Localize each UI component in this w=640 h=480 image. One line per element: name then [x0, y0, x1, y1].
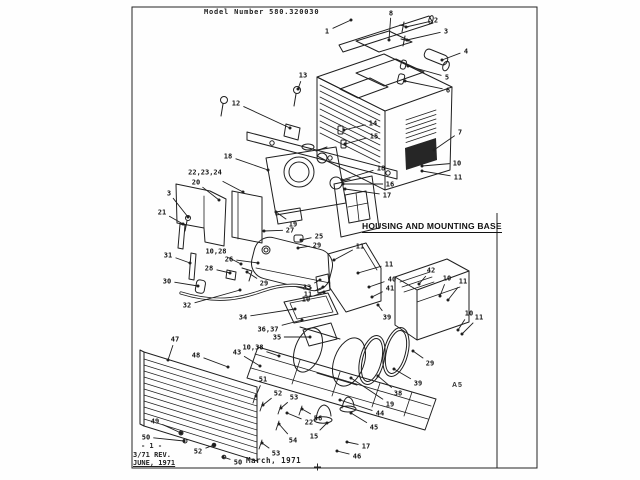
callout-17	[346, 441, 371, 451]
svg-text:10,38: 10,38	[242, 343, 264, 352]
callout-13	[297, 71, 308, 90]
callout-53	[280, 393, 299, 409]
callout-4	[441, 47, 469, 61]
svg-text:22: 22	[304, 418, 314, 427]
callout-12	[232, 99, 292, 129]
svg-text:44: 44	[375, 409, 385, 418]
handle-rod-part	[339, 15, 451, 84]
svg-text:6: 6	[445, 86, 451, 95]
page-border	[132, 7, 537, 468]
plate-code: A5	[452, 382, 463, 389]
svg-text:14: 14	[368, 119, 378, 128]
svg-text:17: 17	[382, 191, 392, 200]
section-title: HOUSING AND MOUNTING BASE	[362, 221, 502, 231]
fuel-line-part	[181, 285, 313, 299]
svg-text:10: 10	[301, 295, 311, 304]
svg-text:11: 11	[453, 173, 463, 182]
callout-44	[339, 399, 385, 418]
callout-1	[325, 19, 353, 36]
svg-text:2: 2	[433, 16, 439, 25]
callout-50	[222, 456, 243, 467]
svg-text:50: 50	[233, 458, 243, 467]
svg-text:5: 5	[444, 73, 450, 82]
svg-text:42: 42	[426, 266, 436, 275]
callout-6	[404, 80, 451, 95]
svg-text:33: 33	[302, 283, 312, 292]
callout-15	[344, 132, 379, 145]
svg-text:11: 11	[474, 313, 484, 322]
svg-text:40: 40	[387, 275, 397, 284]
svg-text:3: 3	[166, 189, 172, 198]
svg-text:21: 21	[157, 208, 167, 217]
svg-text:11: 11	[458, 277, 468, 286]
svg-text:50: 50	[141, 433, 151, 442]
callout-47	[167, 335, 180, 361]
svg-text:39: 39	[382, 313, 392, 322]
svg-text:22,23,24: 22,23,24	[188, 168, 222, 177]
callout-7	[433, 128, 463, 151]
callout-18	[224, 152, 270, 171]
svg-text:36,37: 36,37	[257, 325, 279, 334]
callout-48	[192, 351, 230, 368]
svg-text:4: 4	[463, 47, 469, 56]
svg-text:13: 13	[298, 71, 308, 80]
svg-text:54: 54	[288, 436, 298, 445]
svg-text:18: 18	[376, 164, 386, 173]
callout-11	[357, 260, 394, 274]
registration-mark	[314, 464, 321, 471]
callout-27	[263, 226, 295, 234]
svg-text:11: 11	[355, 242, 365, 251]
model-number-label: Model Number 580.320030	[204, 8, 320, 16]
svg-text:41: 41	[385, 284, 395, 293]
svg-text:19: 19	[385, 400, 395, 409]
svg-text:31: 31	[163, 251, 173, 260]
svg-text:46: 46	[352, 452, 362, 461]
callout-19	[350, 377, 395, 409]
svg-text:10: 10	[452, 159, 462, 168]
svg-text:25: 25	[314, 232, 324, 241]
svg-text:15: 15	[309, 432, 319, 441]
svg-text:29: 29	[425, 359, 435, 368]
callout-52	[262, 389, 283, 406]
svg-text:11: 11	[384, 260, 394, 269]
svg-text:17: 17	[361, 442, 371, 451]
revision-date: March, 1971	[246, 456, 302, 465]
callout-29	[246, 271, 269, 288]
callout-20	[192, 178, 221, 201]
svg-text:10: 10	[464, 309, 474, 318]
svg-text:19: 19	[288, 220, 298, 229]
svg-text:52: 52	[193, 447, 203, 456]
svg-text:48: 48	[191, 351, 201, 360]
svg-text:29: 29	[312, 241, 322, 250]
callout-46	[336, 450, 362, 461]
callout-29	[297, 241, 322, 249]
svg-text:11: 11	[303, 290, 313, 299]
svg-text:12: 12	[231, 99, 241, 108]
callout-10	[457, 309, 474, 331]
svg-text:49: 49	[150, 417, 160, 426]
issue-date: JUNE, 1971	[133, 459, 176, 467]
page-number: - 1 -	[141, 442, 163, 450]
callout-11	[333, 242, 365, 261]
callout-3	[167, 189, 190, 218]
callout-31	[164, 251, 192, 264]
callout-10	[439, 274, 452, 297]
svg-text:28: 28	[204, 264, 214, 273]
generator-can-part	[288, 324, 414, 391]
svg-text:1: 1	[324, 27, 330, 36]
footer-left-block	[133, 442, 175, 468]
callout-39	[377, 304, 392, 322]
svg-text:30: 30	[162, 277, 172, 286]
svg-text:53: 53	[271, 449, 281, 458]
svg-text:18: 18	[223, 152, 233, 161]
svg-text:32: 32	[182, 301, 192, 310]
callout-29	[412, 350, 435, 368]
callout-14	[343, 119, 378, 131]
svg-text:53: 53	[289, 393, 299, 402]
svg-text:35: 35	[272, 333, 282, 342]
callout-28	[205, 264, 232, 274]
svg-text:10: 10	[442, 274, 452, 283]
svg-text:7: 7	[457, 128, 463, 137]
svg-text:16: 16	[385, 180, 395, 189]
callout-35	[273, 333, 312, 341]
callout-54	[278, 423, 298, 445]
callout-39	[393, 368, 423, 388]
callout-21	[158, 208, 185, 225]
svg-text:8: 8	[388, 9, 394, 18]
svg-text:26: 26	[224, 255, 234, 264]
revision-note: 3/71 REV.	[133, 450, 171, 459]
svg-text:56: 56	[313, 414, 323, 423]
svg-text:45: 45	[369, 423, 379, 432]
svg-text:27: 27	[285, 226, 295, 235]
callout-45	[350, 412, 379, 432]
svg-text:47: 47	[170, 335, 180, 344]
callout-10,38	[242, 343, 280, 357]
callout-36,37	[257, 319, 303, 334]
callout-11	[421, 170, 463, 182]
svg-text:39: 39	[413, 379, 423, 388]
svg-text:52: 52	[273, 389, 283, 398]
svg-text:3: 3	[443, 27, 449, 36]
svg-text:20: 20	[191, 178, 201, 187]
svg-text:38: 38	[393, 389, 403, 398]
svg-text:34: 34	[238, 313, 248, 322]
callout-41	[371, 284, 395, 298]
svg-text:15: 15	[369, 132, 379, 141]
callout-53	[261, 442, 281, 458]
svg-text:10,28: 10,28	[205, 247, 227, 256]
svg-text:51: 51	[258, 375, 268, 384]
svg-text:29: 29	[259, 279, 269, 288]
baffle-panel-part	[328, 243, 381, 312]
svg-text:43: 43	[232, 348, 242, 357]
